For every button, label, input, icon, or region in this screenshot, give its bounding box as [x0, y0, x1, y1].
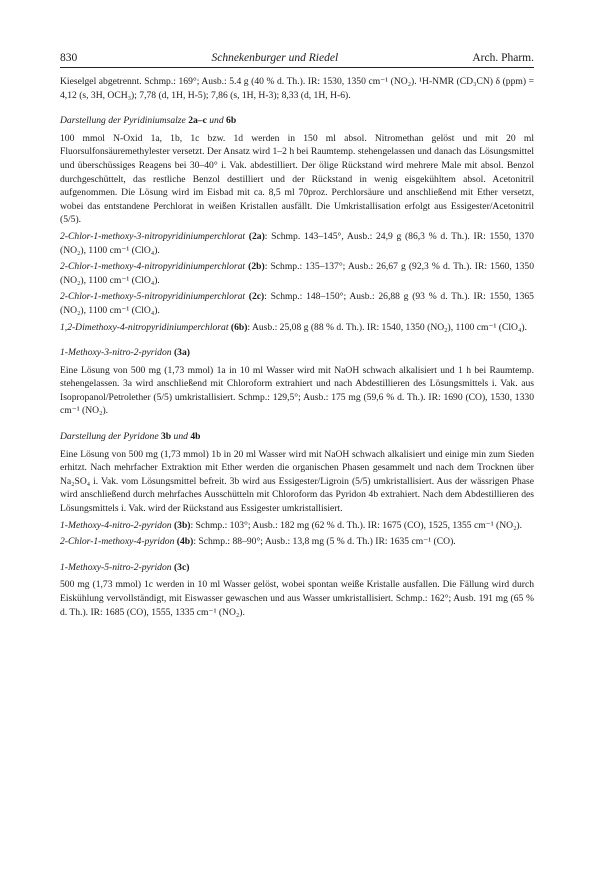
running-authors: Schnekenburger und Riedel [211, 52, 339, 64]
journal-page [60, 52, 534, 619]
compound-entry: 2-Chlor-1-methoxy-3-nitropyridiniumperchlorat (2a): Schmp. 143–145°, Ausb.: 24,9 g (86,3 % d. Th.). IR: 1550, 1370 (NO₂), 1100 cm⁻¹ (ClO₄). [60, 230, 534, 256]
section-paragraph: Eine Lösung von 500 mg (1,73 mmol) 1a in 10 ml Wasser wird mit NaOH schwach alkalisiert und 1 h bei Raumtemp. stehengelassen. 3a wird anschließend mit Chloroform extrahiert und nach Abdestillieren des Lösungsmittels i. Vak. aus Isopropanol/Petrolether (5/5) umkristallisiert. Schmp.: 129,5°; Ausb.: 175 mg (59,6 % d. Th.). IR: 1690 (CO), 1530, 1330 cm⁻¹ (NO₂). [60, 364, 534, 417]
compound-entry: 1,2-Dimethoxy-4-nitropyridiniumperchlorat (6b): Ausb.: 25,08 g (88 % d. Th.). IR: 1540, 1350 (NO₂), 1100 cm⁻¹ (ClO₄). [60, 321, 527, 333]
compound-entry: 2-Chlor-1-methoxy-5-nitropyridiniumperchlorat (2c): Schmp.: 148–150°; Ausb.: 26,88 g (93 % d. Th.). IR: 1550, 1365 (NO₂), 1100 cm⁻¹ (ClO₄). [60, 291, 534, 316]
section-paragraph: Eine Lösung von 500 mg (1,73 mmol) 1b in 20 ml Wasser wird mit NaOH schwach alkalisiert und einige min zum Sieden erhitzt. Nach mehrfacher Extraktion mit Ether werden die organischen Phasen gesammelt und nach dem Trocknen über Na₂SO₄ i. Vak. vom Lösungsmittel befreit. 3b wird aus Essigester/Ligroin (5/5) umkristallisiert. Aus der wässrigen Phase wird anschließend durch mehrfaches Ausschütteln mit Chloroform das Pyridon 4b extrahiert. Nach dem Abdestillieren des Lösungsmittels i. Vak. wird der Rückstand aus Essigester umkristallisiert. [60, 448, 534, 515]
section-paragraph: 500 mg (1,73 mmol) 1c werden in 10 ml Wasser gelöst, wobei spontan weiße Kristalle ausfallen. Die Fällung wird durch Eiskühlung vervollständigt, mit Eiswasser gewaschen und aus Wasser umkristallisiert. Schmp.: 162°; Ausb. 191 mg (65 % d. Th.). IR: 1685 (CO), 1555, 1335 cm⁻¹ (NO₂). [60, 579, 534, 618]
section-paragraph: 100 mmol N-Oxid 1a, 1b, 1c bzw. 1d werden in 150 ml absol. Nitromethan gelöst und mit 20 ml Fluorsulfonsäuremethylester versetzt. Der Ansatz wird 1–2 h bei Raumtemp. stehengelassen und danach das Lösungsmittel und überschüssiges Reagens bei 30–40° i. Vak. abdestilliert. Der ölige Rückstand wird mehrere Male mit absol. Benzol durchgeschüttelt, das restliche Benzol destilliert und der Rückstand in wenig eisgekühltem absol. Acetonitril aufgenommen. Die Lösung wird im Eisbad mit ca. 8,5 ml 70proz. Perchlorsäure und anschließend mit Ether versetzt, wobei das entstandene Perchlorat in weißen Kristallen ausfällt. Die Umkristallisation erfolgt aus Essigester/Acetonitril (5/5). [60, 132, 534, 226]
journal-abbrev: Arch. Pharm. [472, 52, 534, 64]
section-heading-pyridone: Darstellung der Pyridone 3b und 4b [60, 431, 201, 443]
compound-entry: 1-Methoxy-4-nitro-2-pyridon (3b): Schmp.: 103°; Ausb.: 182 mg (62 % d. Th.). IR: 1675 (CO), 1525, 1355 cm⁻¹ (NO₂). [60, 519, 523, 531]
page-header [60, 52, 534, 68]
section-heading-pyridiniumsalze: Darstellung der Pyridiniumsalze 2a–c und 6b [60, 115, 237, 127]
intro-paragraph: Kieselgel abgetrennt. Schmp.: 169°; Ausb.: 5.4 g (40 % d. Th.). IR: 1530, 1350 cm⁻¹ (NO₂). ¹H-NMR (CD₃CN) δ (ppm) = 4,12 (s, 3H, OCH₃); 7,78 (d, 1H, H-5); 7,86 (s, 1H, H-3); 8,33 (d, 1H, H-6). [60, 76, 534, 101]
compound-entry: 2-Chlor-1-methoxy-4-pyridon (4b): Schmp.: 88–90°; Ausb.: 13,8 mg (5 % d. Th.) IR: 1635 cm⁻¹ (CO). [60, 536, 456, 548]
section-heading-3a: 1-Methoxy-3-nitro-2-pyridon (3a) [60, 347, 190, 359]
compound-entry: 2-Chlor-1-methoxy-4-nitropyridiniumperchlorat (2b): Schmp.: 135–137°; Ausb.: 26,67 g (92,3 % d. Th.). IR: 1560, 1350 (NO₂), 1100 cm⁻¹ (ClO₄). [60, 261, 535, 286]
section-heading-3c: 1-Methoxy-5-nitro-2-pyridon (3c) [60, 561, 190, 573]
page-number: 830 [60, 52, 78, 64]
